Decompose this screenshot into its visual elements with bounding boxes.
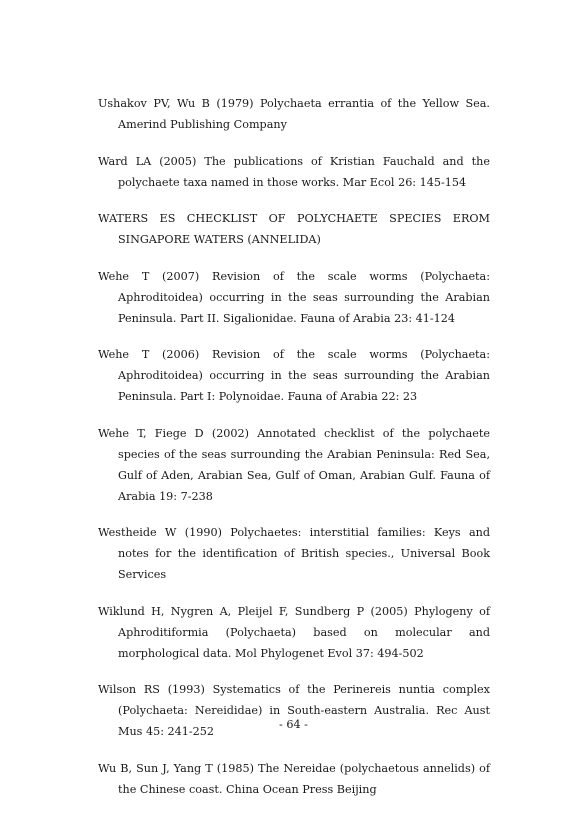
reference-entry: Ward LA (2005) The publications of Kristian Fauchald and the polychaete taxa named in those works. Mar Ecol 26: 145-154 bbox=[98, 154, 490, 189]
reference-entry: Wiklund H, Nygren A, Pleijel F, Sundberg P (2005) Phylogeny of Aphroditiformia (Polychaeta) based on molecular and morphological data. Mol Phylogenet Evol 37: 494-502 bbox=[98, 604, 490, 660]
reference-entry: Wehe T (2006) Revision of the scale worms (Polychaeta: Aphroditoidea) occurring in the seas surrounding the Arabian Peninsula. Part I: Polynoidae. Fauna of Arabia 22: 23 bbox=[98, 348, 490, 403]
page-number: - 64 - bbox=[279, 718, 308, 731]
reference-entry: WATERS ES CHECKLIST OF POLYCHAETE SPECIES EROM SINGAPORE WATERS (ANNELIDA) bbox=[98, 212, 490, 246]
reference-entry: Wehe T (2007) Revision of the scale worms (Polychaeta: Aphroditoidea) occurring in the seas surrounding the Arabian Peninsula. Part II. Sigalionidae. Fauna of Arabia 23: 41-124 bbox=[98, 269, 490, 325]
reference-list bbox=[98, 93, 490, 815]
reference-entry: Wu B, Sun J, Yang T (1985) The Nereidae (polychaetous annelids) of the Chinese coast. China Ocean Press Beijing bbox=[98, 761, 490, 796]
reference-entry: Ushakov PV, Wu B (1979) Polychaeta errantia of the Yellow Sea. Amerind Publishing Company bbox=[98, 97, 490, 131]
reference-entry: Wehe T, Fiege D (2002) Annotated checklist of the polychaete species of the seas surrounding the Arabian Peninsula: Red Sea, Gulf of Aden, Arabian Sea, Gulf of Oman, Arabian Gulf. Fauna of Arabia 19: 7-238 bbox=[98, 426, 490, 503]
reference-entry: Wilson RS (1993) Systematics of the Perinereis nuntia complex (Polychaeta: Nereididae) in South-eastern Australia. Rec Aust Mus 45: 241-252 bbox=[98, 683, 490, 738]
reference-entry: Westheide W (1990) Polychaetes: interstitial families: Keys and notes for the identification of British species., Universal Book Services bbox=[98, 526, 490, 581]
